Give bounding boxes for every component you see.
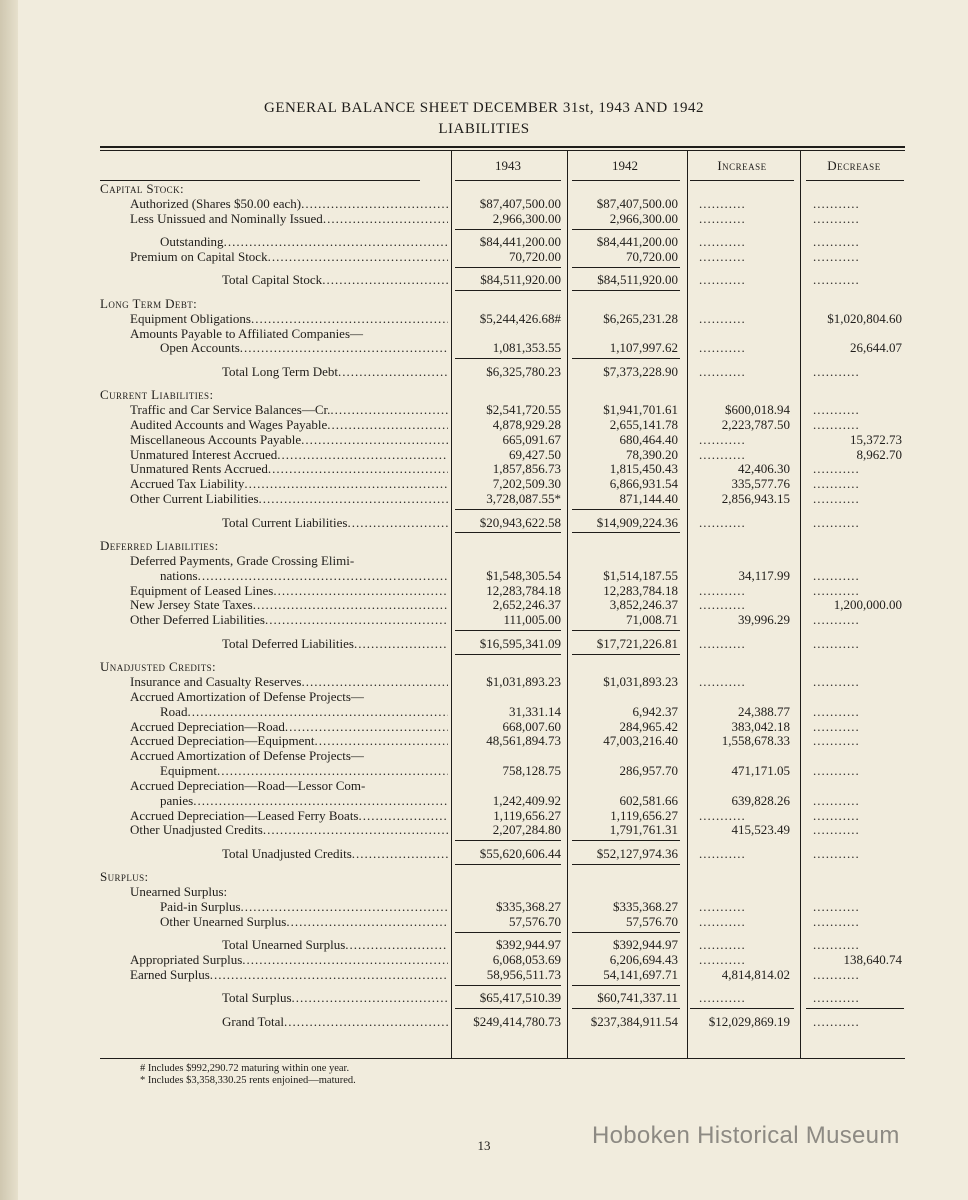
row-label: Earned Surplus ..... xyxy=(130,968,448,983)
cell-1943: 2,207,284.80 xyxy=(492,822,561,838)
empty-cell-leader: ........... xyxy=(699,990,746,1006)
row-label: Premium on Capital Stock ..... xyxy=(130,250,448,265)
table-row xyxy=(0,448,968,463)
cell-1943: 12,283,784.18 xyxy=(486,582,561,598)
cell-1942: $1,514,187.55 xyxy=(603,567,678,583)
empty-cell-leader: ........... xyxy=(813,937,860,953)
cell-1943: 58,956,511.73 xyxy=(486,966,561,982)
empty-cell-leader: ........... xyxy=(813,673,860,689)
empty-cell-leader: ........... xyxy=(813,1013,860,1029)
section-heading-row xyxy=(0,870,968,885)
total-row xyxy=(0,516,968,531)
cell-increase: $12,029,869.19 xyxy=(708,1013,790,1029)
cell-1943: $1,031,893.23 xyxy=(486,673,561,689)
cell-1942: 2,966,300.00 xyxy=(609,210,678,226)
empty-cell-leader: ........... xyxy=(699,845,746,861)
cell-1942: 1,119,656.27 xyxy=(610,807,678,823)
cell-1942: 6,866,931.54 xyxy=(609,476,678,492)
row-spacer xyxy=(0,862,968,871)
empty-cell-leader: ........... xyxy=(699,210,746,226)
empty-cell-leader: ........... xyxy=(699,340,746,356)
row-label: Other Unadjusted Credits ..... xyxy=(130,823,448,838)
empty-cell-leader: ........... xyxy=(813,763,860,779)
table-row xyxy=(0,492,968,507)
row-label: Miscellaneous Accounts Payable ..... xyxy=(130,433,448,448)
cell-increase: 39,996.29 xyxy=(738,612,790,628)
row-spacer xyxy=(0,652,968,661)
table-row xyxy=(0,915,968,930)
row-label: Insurance and Casualty Reserves ..... xyxy=(130,675,448,690)
row-label: Outstanding ..... xyxy=(160,235,448,250)
cell-1943: 1,857,856.73 xyxy=(492,461,561,477)
column-header-decrease xyxy=(806,158,902,174)
cell-1943: 2,652,246.37 xyxy=(492,597,561,613)
total-row xyxy=(0,365,968,380)
empty-cell-leader: ........... xyxy=(813,272,860,288)
table-row xyxy=(0,794,968,809)
cell-increase: $600,018.94 xyxy=(725,402,790,418)
cell-increase: 2,856,943.15 xyxy=(721,491,790,507)
top-rule xyxy=(100,146,905,148)
section-heading-row xyxy=(0,660,968,675)
cell-1942: 12,283,784.18 xyxy=(603,582,678,598)
cell-1942: $52,127,974.36 xyxy=(596,845,678,861)
row-label: Accrued Amortization of Defense Projects— xyxy=(130,749,364,764)
table-row xyxy=(0,900,968,915)
cell-decrease: $1,020,804.60 xyxy=(827,310,902,326)
section-heading-row xyxy=(0,388,968,403)
cell-increase: 1,558,678.33 xyxy=(721,733,790,749)
empty-cell-leader: ........... xyxy=(813,514,860,530)
header-rule xyxy=(455,180,561,181)
table-row xyxy=(0,734,968,749)
balance-sheet-table xyxy=(0,182,968,1030)
cell-decrease: 15,372.73 xyxy=(850,431,902,447)
cell-1942: 2,655,141.78 xyxy=(609,416,678,432)
cell-1942: 3,852,246.37 xyxy=(609,597,678,613)
cell-1942: 71,008.71 xyxy=(626,612,678,628)
cell-1942: $60,741,337.11 xyxy=(597,990,678,1006)
cell-1943: 69,427.50 xyxy=(509,446,561,462)
empty-cell-leader: ........... xyxy=(813,416,860,432)
row-label: Less Unissued and Nominally Issued ..... xyxy=(130,212,448,227)
cell-1942: $84,441,200.00 xyxy=(596,234,678,250)
cell-decrease: 1,200,000.00 xyxy=(833,597,902,613)
cell-1943: $84,511,920.00 xyxy=(480,272,561,288)
empty-cell-leader: ........... xyxy=(699,807,746,823)
cell-1942: $84,511,920.00 xyxy=(597,272,678,288)
cell-increase: 471,171.05 xyxy=(731,763,790,779)
row-spacer xyxy=(0,380,968,389)
table-row xyxy=(0,823,968,838)
row-label: Open Accounts ..... xyxy=(160,341,448,356)
row-label: Equipment of Leased Lines ..... xyxy=(130,584,448,599)
table-row xyxy=(0,705,968,720)
page-subtitle: LIABILITIES xyxy=(438,121,530,137)
cell-1943: 1,119,656.27 xyxy=(493,807,561,823)
section-heading: Surplus: xyxy=(100,870,149,885)
table-row xyxy=(0,327,968,342)
row-label: Total Current Liabilities ..... xyxy=(222,516,448,531)
empty-cell-leader: ........... xyxy=(813,966,860,982)
cell-1942: $392,944.97 xyxy=(613,937,678,953)
empty-cell-leader: ........... xyxy=(813,461,860,477)
empty-cell-leader: ........... xyxy=(699,913,746,929)
empty-cell-leader: ........... xyxy=(813,363,860,379)
cell-1943: $55,620,606.44 xyxy=(479,845,561,861)
cell-1943: 1,081,353.55 xyxy=(492,340,561,356)
cell-1942: $17,721,226.81 xyxy=(596,635,678,651)
table-row xyxy=(0,885,968,900)
table-row xyxy=(0,212,968,227)
empty-cell-leader: ........... xyxy=(699,514,746,530)
total-row xyxy=(0,637,968,652)
empty-cell-leader: ........... xyxy=(699,363,746,379)
section-heading: Deferred Liabilities: xyxy=(100,539,219,554)
row-label: Accrued Depreciation—Road—Lessor Com- xyxy=(130,778,366,793)
section-heading-row xyxy=(0,539,968,554)
cell-1943: $65,417,510.39 xyxy=(479,990,561,1006)
cell-1943: 57,576.70 xyxy=(509,913,561,929)
cell-1943: $6,325,780.23 xyxy=(486,363,561,379)
empty-cell-leader: ........... xyxy=(813,210,860,226)
section-heading-row xyxy=(0,182,968,197)
total-row xyxy=(0,273,968,288)
top-rule-thin xyxy=(100,150,905,151)
total-row xyxy=(0,847,968,862)
empty-cell-leader: ........... xyxy=(813,234,860,250)
row-label: Accrued Depreciation—Equipment ..... xyxy=(130,734,448,749)
cell-1942: $6,265,231.28 xyxy=(603,310,678,326)
empty-cell-leader: ........... xyxy=(699,597,746,613)
footnote-hash: # Includes $992,290.72 maturing within one year. xyxy=(140,1063,350,1074)
table-row xyxy=(0,433,968,448)
cell-1942: 54,141,697.71 xyxy=(603,966,678,982)
cell-1943: 7,202,509.30 xyxy=(492,476,561,492)
page-number: 13 xyxy=(477,1138,491,1153)
cell-1943: 2,966,300.00 xyxy=(492,210,561,226)
table-row xyxy=(0,569,968,584)
row-label: Total Surplus ..... xyxy=(222,991,448,1006)
page-title: GENERAL BALANCE SHEET DECEMBER 31st, 1943 AND 1942 xyxy=(263,100,704,116)
cell-1943: $2,541,720.55 xyxy=(486,402,561,418)
empty-cell-leader: ........... xyxy=(813,491,860,507)
table-row xyxy=(0,341,968,356)
empty-cell-leader: ........... xyxy=(699,673,746,689)
total-row xyxy=(0,1015,968,1030)
row-label: Appropriated Surplus ..... xyxy=(130,953,448,968)
empty-cell-leader: ........... xyxy=(699,446,746,462)
empty-cell-leader: ........... xyxy=(813,718,860,734)
cell-1943: 758,128.75 xyxy=(502,763,561,779)
cell-1942: 286,957.70 xyxy=(619,763,678,779)
empty-cell-leader: ........... xyxy=(813,845,860,861)
empty-cell-leader: ........... xyxy=(699,195,746,211)
row-label: Unearned Surplus: xyxy=(130,885,228,900)
empty-cell-leader: ........... xyxy=(813,898,860,914)
empty-cell-leader: ........... xyxy=(813,703,860,719)
table-row xyxy=(0,779,968,794)
cell-1942: 1,107,997.62 xyxy=(609,340,678,356)
table-row xyxy=(0,250,968,265)
cell-1943: 668,007.60 xyxy=(502,718,561,734)
table-row xyxy=(0,403,968,418)
cell-1943: 31,331.14 xyxy=(509,703,561,719)
table-row xyxy=(0,598,968,613)
cell-1942: $14,909,224.36 xyxy=(596,514,678,530)
row-label: Accrued Tax Liability ..... xyxy=(130,477,448,492)
cell-1942: 602,581.66 xyxy=(619,792,678,808)
row-label: Accrued Amortization of Defense Projects— xyxy=(130,689,364,704)
header-rule xyxy=(806,180,904,181)
row-label: Equipment Obligations ..... xyxy=(130,312,448,327)
cell-1942: $87,407,500.00 xyxy=(596,195,678,211)
total-row xyxy=(0,991,968,1006)
row-label: Total Unadjusted Credits ..... xyxy=(222,847,448,862)
table-row xyxy=(0,235,968,250)
empty-cell-leader: ........... xyxy=(813,807,860,823)
row-label: Amounts Payable to Affiliated Companies— xyxy=(130,326,364,341)
empty-cell-leader: ........... xyxy=(699,310,746,326)
empty-cell-leader: ........... xyxy=(699,272,746,288)
cell-increase: 415,523.49 xyxy=(731,822,790,838)
row-label: Total Capital Stock ..... xyxy=(222,273,448,288)
empty-cell-leader: ........... xyxy=(699,582,746,598)
table-row xyxy=(0,418,968,433)
row-label: Road ..... xyxy=(160,705,448,720)
cell-decrease: 8,962.70 xyxy=(856,446,902,462)
section-heading: Unadjusted Credits: xyxy=(100,660,217,675)
empty-cell-leader: ........... xyxy=(813,567,860,583)
empty-cell-leader: ........... xyxy=(699,234,746,250)
cell-1943: $87,407,500.00 xyxy=(479,195,561,211)
row-label: Grand Total ..... xyxy=(222,1015,448,1030)
cell-1943: 48,561,894.73 xyxy=(486,733,561,749)
empty-cell-leader: ........... xyxy=(699,431,746,447)
cell-increase: 42,406.30 xyxy=(738,461,790,477)
empty-cell-leader: ........... xyxy=(813,733,860,749)
empty-cell-leader: ........... xyxy=(699,952,746,968)
cell-1942: $335,368.27 xyxy=(613,898,678,914)
cell-1942: 284,965.42 xyxy=(619,718,678,734)
cell-1943: 665,091.67 xyxy=(502,431,561,447)
cell-1943: $84,441,200.00 xyxy=(479,234,561,250)
row-label: Other Deferred Liabilities ..... xyxy=(130,613,448,628)
table-row xyxy=(0,690,968,705)
row-label: Total Long Term Debt ..... xyxy=(222,365,448,380)
row-label: Other Unearned Surplus ..... xyxy=(160,915,448,930)
row-label: Authorized (Shares $50.00 each) ..... xyxy=(130,197,448,212)
table-row xyxy=(0,720,968,735)
cell-1942: 70,720.00 xyxy=(626,248,678,264)
section-heading-row xyxy=(0,297,968,312)
table-row xyxy=(0,809,968,824)
section-heading: Current Liabilities: xyxy=(100,388,214,403)
cell-1943: $1,548,305.54 xyxy=(486,567,561,583)
empty-cell-leader: ........... xyxy=(813,248,860,264)
section-heading: Long Term Debt: xyxy=(100,296,198,311)
cell-1943: 111,005.00 xyxy=(503,612,561,628)
cell-1942: $1,031,893.23 xyxy=(603,673,678,689)
cell-1942: $1,941,701.61 xyxy=(603,402,678,418)
bottom-rule xyxy=(100,1058,905,1059)
empty-cell-leader: ........... xyxy=(813,402,860,418)
column-header-1943: 1943 xyxy=(495,158,521,173)
table-row xyxy=(0,749,968,764)
cell-1943: $20,943,622.58 xyxy=(479,514,561,530)
row-spacer xyxy=(0,288,968,297)
row-label: Total Unearned Surplus ..... xyxy=(222,938,448,953)
row-label: Paid-in Surplus ..... xyxy=(160,900,448,915)
row-label: Unmatured Rents Accrued ..... xyxy=(130,462,448,477)
row-label: New Jersey State Taxes ..... xyxy=(130,598,448,613)
empty-cell-leader: ........... xyxy=(813,913,860,929)
cell-1942: 1,815,450.43 xyxy=(609,461,678,477)
empty-cell-leader: ........... xyxy=(813,822,860,838)
empty-cell-leader: ........... xyxy=(813,990,860,1006)
row-label: Audited Accounts and Wages Payable ..... xyxy=(130,418,448,433)
cell-1942: 6,942.37 xyxy=(632,703,678,719)
row-label: Other Current Liabilities ..... xyxy=(130,492,448,507)
watermark: Hoboken Historical Museum xyxy=(592,1122,900,1149)
row-label: Traffic and Car Service Balances—Cr. ..... xyxy=(130,403,448,418)
table-row xyxy=(0,953,968,968)
empty-cell-leader: ........... xyxy=(813,635,860,651)
empty-cell-leader: ........... xyxy=(699,635,746,651)
row-label: Unmatured Interest Accrued ..... xyxy=(130,448,448,463)
cell-1943: $392,944.97 xyxy=(496,937,561,953)
cell-1942: 6,206,694.43 xyxy=(609,952,678,968)
header-rule xyxy=(572,180,680,181)
empty-cell-leader: ........... xyxy=(813,476,860,492)
cell-1942: $7,373,228.90 xyxy=(603,363,678,379)
cell-1943: 1,242,409.92 xyxy=(492,792,561,808)
empty-cell-leader: ........... xyxy=(699,937,746,953)
empty-cell-leader: ........... xyxy=(813,195,860,211)
row-label: nations ..... xyxy=(160,569,448,584)
cell-1943: 3,728,087.55* xyxy=(486,491,561,507)
cell-increase: 335,577.76 xyxy=(731,476,790,492)
cell-1943: 4,878,929.28 xyxy=(492,416,561,432)
cell-1943: 6,068,053.69 xyxy=(492,952,561,968)
cell-increase: 34,117.99 xyxy=(738,567,790,583)
empty-cell-leader: ........... xyxy=(813,792,860,808)
row-label: Deferred Payments, Grade Crossing Elimi- xyxy=(130,553,355,568)
cell-increase: 2,223,787.50 xyxy=(721,416,790,432)
table-row xyxy=(0,477,968,492)
header-rule xyxy=(100,180,420,181)
row-label: Accrued Depreciation—Leased Ferry Boats ..... xyxy=(130,809,448,824)
cell-increase: 383,042.18 xyxy=(731,718,790,734)
cell-1943: $335,368.27 xyxy=(496,898,561,914)
empty-cell-leader: ........... xyxy=(813,612,860,628)
empty-cell-leader: ........... xyxy=(699,898,746,914)
table-row xyxy=(0,554,968,569)
column-header-1942: 1942 xyxy=(612,158,638,173)
table-row xyxy=(0,197,968,212)
cell-decrease: 138,640.74 xyxy=(843,952,902,968)
table-row xyxy=(0,675,968,690)
total-row xyxy=(0,938,968,953)
column-header-decrease-label: Decrease xyxy=(827,158,881,173)
cell-increase: 4,814,814.02 xyxy=(721,966,790,982)
cell-1942: 680,464.40 xyxy=(619,431,678,447)
row-label: Equipment ..... xyxy=(160,764,448,779)
footnote-asterisk: * Includes $3,358,330.25 rents enjoined—matured. xyxy=(140,1075,356,1086)
table-row xyxy=(0,968,968,983)
row-label: panies ..... xyxy=(160,794,448,809)
table-row xyxy=(0,312,968,327)
row-label: Accrued Depreciation—Road ..... xyxy=(130,720,448,735)
cell-1942: 47,003,216.40 xyxy=(603,733,678,749)
cell-1942: 1,791,761.31 xyxy=(609,822,678,838)
cell-1943: $16,595,341.09 xyxy=(479,635,561,651)
column-header-increase-label: Increase xyxy=(717,158,767,173)
cell-1943: $249,414,780.73 xyxy=(473,1013,561,1029)
empty-cell-leader: ........... xyxy=(699,248,746,264)
table-row xyxy=(0,764,968,779)
empty-cell-leader: ........... xyxy=(813,582,860,598)
row-label: Total Deferred Liabilities ..... xyxy=(222,637,448,652)
header-rule xyxy=(690,180,794,181)
row-spacer xyxy=(0,530,968,539)
cell-increase: 24,388.77 xyxy=(738,703,790,719)
cell-1943: 70,720.00 xyxy=(509,248,561,264)
cell-1942: 871,144.40 xyxy=(619,491,678,507)
cell-increase: 639,828.26 xyxy=(731,792,790,808)
cell-decrease: 26,644.07 xyxy=(850,340,902,356)
cell-1942: $237,384,911.54 xyxy=(590,1013,678,1029)
table-row xyxy=(0,462,968,477)
column-header-increase xyxy=(690,158,794,174)
cell-1942: 57,576.70 xyxy=(626,913,678,929)
section-heading: Capital Stock: xyxy=(100,182,184,196)
cell-1942: 78,390.20 xyxy=(626,446,678,462)
cell-1943: $5,244,426.68# xyxy=(479,310,561,326)
table-row xyxy=(0,613,968,628)
table-row xyxy=(0,584,968,599)
